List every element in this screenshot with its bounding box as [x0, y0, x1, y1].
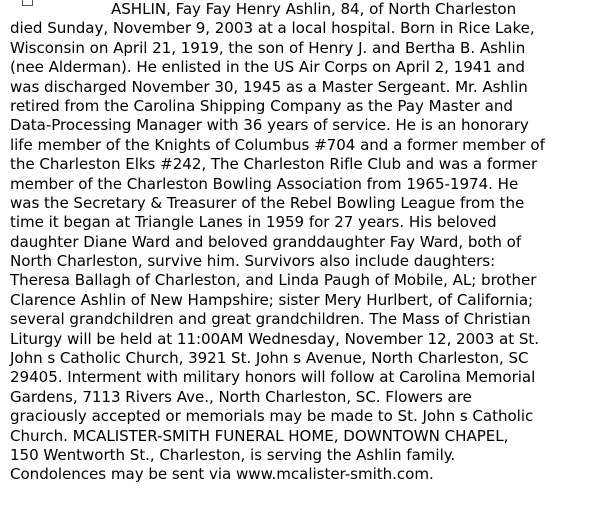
obituary-line: Condolences may be sent via www.mcalister-smith.com. — [10, 465, 434, 484]
obituary-line: Liturgy will be held at 11:00AM Wednesday, November 12, 2003 at St. — [10, 329, 539, 348]
obituary-line: North Charleston, survive him. Survivors also include daughters: — [10, 252, 496, 271]
obituary-line: Gardens, 7113 Rivers Ave., North Charleston, SC. Flowers are — [10, 387, 472, 406]
obituary-line: member of the Charleston Bowling Association from 1965-1974. He — [10, 174, 519, 193]
obituary-line: 29405. Interment with military honors will follow at Carolina Memorial — [10, 368, 536, 387]
obituary-text — [10, 0, 594, 485]
obituary-line: Wisconsin on April 21, 1919, the son of Henry J. and Bertha B. Ashlin — [10, 38, 526, 57]
obituary-line: the Charleston Elks #242, The Charleston Rifle Club and was a former — [10, 155, 538, 174]
obituary-line: died Sunday, November 9, 2003 at a local hospital. Born in Rice Lake, — [10, 19, 535, 38]
obituary-line: Data-Processing Manager with 36 years of service. He is an honorary — [10, 116, 529, 135]
obituary-line: retired from the Carolina Shipping Company as the Pay Master and — [10, 96, 513, 115]
obituary-line: Clarence Ashlin of New Hampshire; sister Mery Hurlbert, of California; — [10, 290, 534, 309]
obituary-line: 150 Wentworth St., Charleston, is serving the Ashlin family. — [10, 445, 456, 464]
obituary-line: life member of the Knights of Columbus #704 and a former member of — [10, 135, 545, 154]
obituary-line: ASHLIN, Fay Fay Henry Ashlin, 84, of North Charleston — [111, 0, 517, 18]
obituary-line: graciously accepted or memorials may be made to St. John s Catholic — [10, 407, 534, 426]
obituary-line: daughter Diane Ward and beloved granddaughter Fay Ward, both of — [10, 232, 522, 251]
obituary-line: John s Catholic Church, 3921 St. John s Avenue, North Charleston, SC — [10, 349, 529, 368]
obituary-line: several grandchildren and great grandchildren. The Mass of Christian — [10, 310, 531, 329]
obituary-line: was discharged November 30, 1945 as a Master Sergeant. Mr. Ashlin — [10, 77, 528, 96]
obituary-line: (nee Alderman). He enlisted in the US Air Corps on April 2, 1941 and — [10, 58, 525, 77]
obituary-line: Church. MCALISTER-SMITH FUNERAL HOME, DOWNTOWN CHAPEL, — [10, 426, 509, 445]
obituary-line: was the Secretary & Treasurer of the Rebel Bowling League from the — [10, 193, 525, 212]
obituary-line: time it began at Triangle Lanes in 1959 for 27 years. His beloved — [10, 213, 497, 232]
obituary-line: Theresa Ballagh of Charleston, and Linda Paugh of Mobile, AL; brother — [10, 271, 537, 290]
